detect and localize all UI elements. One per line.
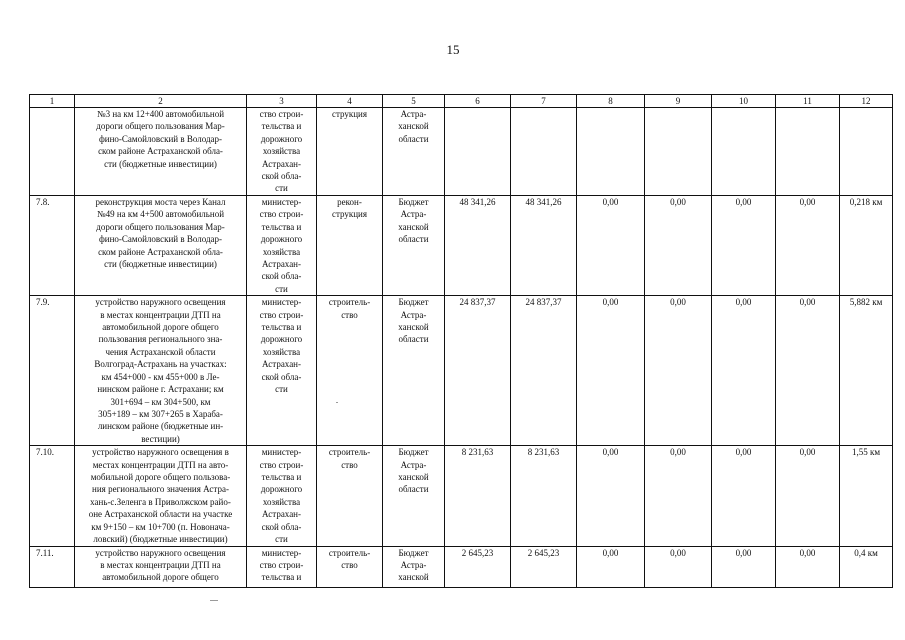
- value-col-7: 24 837,37: [511, 296, 577, 446]
- value-col-7: [511, 108, 577, 196]
- table-row: [30, 196, 893, 296]
- row-number: 7.10.: [30, 446, 75, 546]
- funding-source: Бюджет Астра- ханской: [383, 546, 445, 587]
- value-col-8: 0,00: [577, 296, 645, 446]
- value-col-6: 2 645,23: [445, 546, 511, 587]
- table-row: [30, 446, 893, 546]
- funding-source: Бюджет Астра- ханской области: [383, 196, 445, 296]
- measure-name: №3 на км 12+400 автомобильной дороги общего пользования Мар- фино-Самойловский в Володар- ском районе Астраханской обла- сти (бюджетные инвестиции): [75, 108, 247, 196]
- value-col-7: 8 231,63: [511, 446, 577, 546]
- column-header: 3: [247, 95, 317, 108]
- column-header: 6: [445, 95, 511, 108]
- column-header: 12: [840, 95, 893, 108]
- value-col-8: [577, 108, 645, 196]
- measure-name: устройство наружного освещения в местах концентрации ДТП на авто- мобильной дороге общего пользова- ния регионального значения Астра- хань-с.Зеленга в Приволжском райо- оне Астраханской области на участке км 9+150 – км 10+700 (п. Новонача- ловский) (бюджетные инвестиции): [75, 446, 247, 546]
- value-col-11: [776, 108, 840, 196]
- value-col-10: 0,00: [712, 446, 776, 546]
- value-col-10: 0,00: [712, 196, 776, 296]
- result-value: 0,218 км: [840, 196, 893, 296]
- measure-name: устройство наружного освещения в местах концентрации ДТП на автомобильной дороге общего пользования регионального зна- чения Астраханской области Волгоград-Астрахань на участках: км 454+000 - км 455+000 в Ле- нинском районе г. Астрахани; км 301+694 – км 304+500, км 305+189 – км 307+265 в Хараба- линском районе (бюджетные ин- вестиции): [75, 296, 247, 446]
- table-row: [30, 296, 893, 446]
- work-type: строитель- ство: [317, 546, 383, 587]
- column-header: 8: [577, 95, 645, 108]
- value-col-6: 8 231,63: [445, 446, 511, 546]
- funding-source: Астра- ханской области: [383, 108, 445, 196]
- value-col-11: 0,00: [776, 446, 840, 546]
- row-number: 7.9.: [30, 296, 75, 446]
- executor: министер- ство строи- тельства и дорожного хозяйства Астрахан- ской обла- сти: [247, 446, 317, 546]
- value-col-9: 0,00: [645, 196, 712, 296]
- result-value: [840, 108, 893, 196]
- work-type: строитель- ство: [317, 296, 383, 446]
- work-type: строитель- ство: [317, 446, 383, 546]
- table-row: [30, 546, 893, 587]
- value-col-9: [645, 108, 712, 196]
- column-header: 9: [645, 95, 712, 108]
- value-col-8: 0,00: [577, 196, 645, 296]
- value-col-11: 0,00: [776, 296, 840, 446]
- column-header: 5: [383, 95, 445, 108]
- executor: министер- ство строи- тельства и: [247, 546, 317, 587]
- program-table: [29, 94, 893, 588]
- work-type: струкция: [317, 108, 383, 196]
- scan-speck: [336, 402, 338, 403]
- funding-source: Бюджет Астра- ханской области: [383, 296, 445, 446]
- result-value: 1,55 км: [840, 446, 893, 546]
- column-header: 2: [75, 95, 247, 108]
- executor: министер- ство строи- тельства и дорожного хозяйства Астрахан- ской обла- сти: [247, 296, 317, 446]
- column-header: 7: [511, 95, 577, 108]
- value-col-9: 0,00: [645, 296, 712, 446]
- work-type: рекон- струкция: [317, 196, 383, 296]
- value-col-6: [445, 108, 511, 196]
- executor: ство строи- тельства и дорожного хозяйства Астрахан- ской обла- сти: [247, 108, 317, 196]
- measure-name: устройство наружного освещения в местах концентрации ДТП на автомобильной дороге общего: [75, 546, 247, 587]
- table-row: [30, 108, 893, 196]
- value-col-9: 0,00: [645, 546, 712, 587]
- column-header: 1: [30, 95, 75, 108]
- value-col-11: 0,00: [776, 196, 840, 296]
- result-value: 0,4 км: [840, 546, 893, 587]
- measure-name: реконструкция моста через Канал №49 на км 4+500 автомобильной дороги общего пользования Мар- фино-Самойловский в Володар- ском районе Астраханской обла- сти (бюджетные инвестиции): [75, 196, 247, 296]
- value-col-8: 0,00: [577, 546, 645, 587]
- funding-source: Бюджет Астра- ханской области: [383, 446, 445, 546]
- value-col-6: 48 341,26: [445, 196, 511, 296]
- value-col-10: 0,00: [712, 546, 776, 587]
- value-col-6: 24 837,37: [445, 296, 511, 446]
- result-value: 5,882 км: [840, 296, 893, 446]
- value-col-10: 0,00: [712, 296, 776, 446]
- row-number: 7.8.: [30, 196, 75, 296]
- row-number: [30, 108, 75, 196]
- value-col-9: 0,00: [645, 446, 712, 546]
- column-header: 10: [712, 95, 776, 108]
- column-number-row: [30, 95, 893, 108]
- scan-speck: [210, 600, 218, 601]
- executor: министер- ство строи- тельства и дорожного хозяйства Астрахан- ской обла- сти: [247, 196, 317, 296]
- value-col-11: 0,00: [776, 546, 840, 587]
- column-header: 11: [776, 95, 840, 108]
- value-col-7: 2 645,23: [511, 546, 577, 587]
- page-number: 15: [446, 42, 460, 57]
- column-header: 4: [317, 95, 383, 108]
- row-number: 7.11.: [30, 546, 75, 587]
- value-col-7: 48 341,26: [511, 196, 577, 296]
- value-col-10: [712, 108, 776, 196]
- value-col-8: 0,00: [577, 446, 645, 546]
